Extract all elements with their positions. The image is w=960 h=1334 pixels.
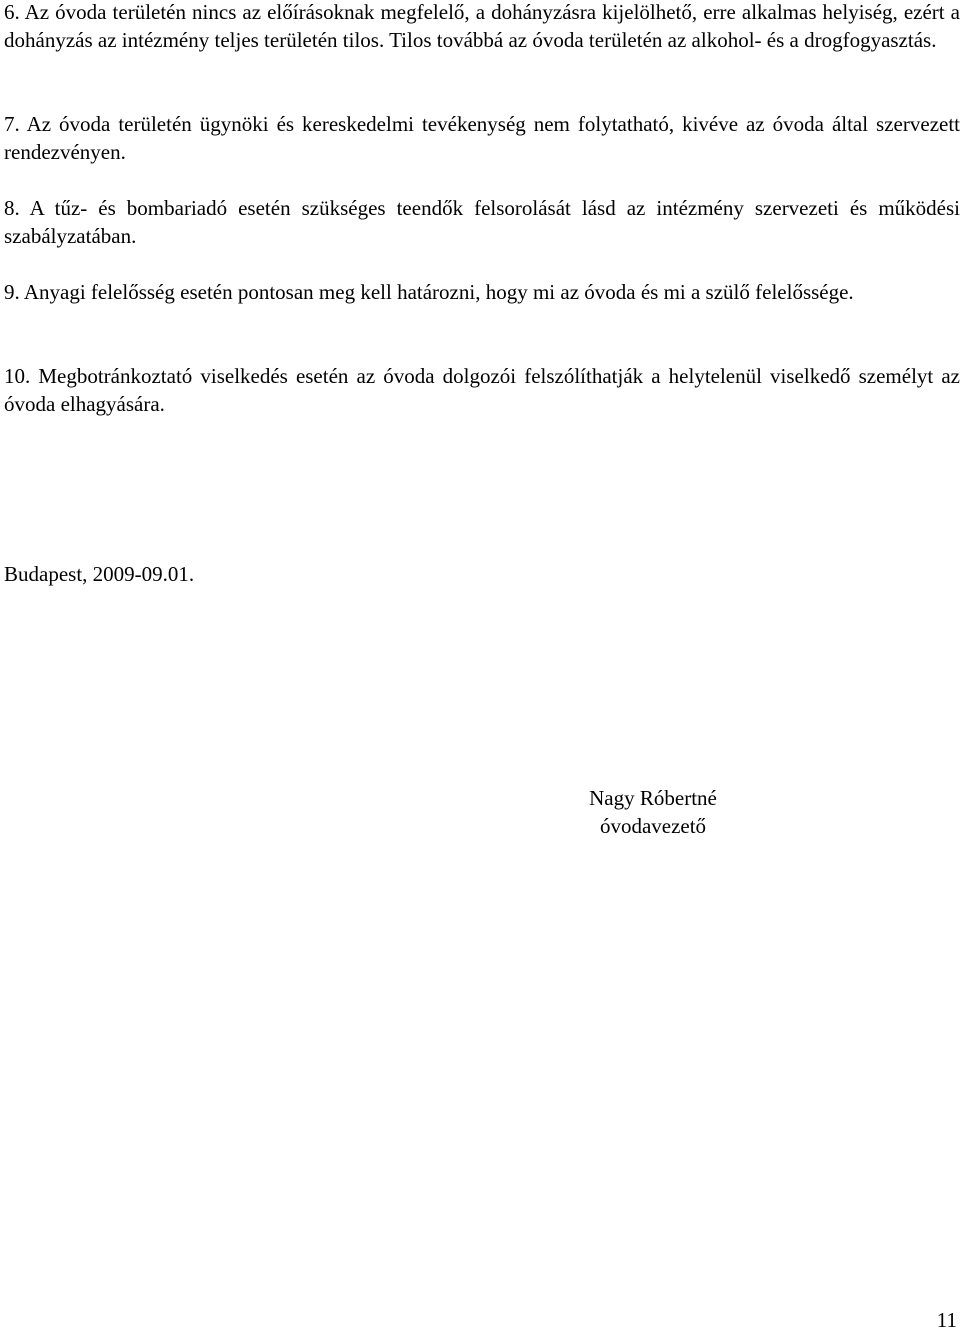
signature-block — [558, 784, 748, 840]
paragraph-9: 9. Anyagi felelősség esetén pontosan meg kell határozni, hogy mi az óvoda és mi a szülő felelőssége. — [4, 280, 854, 304]
paragraph-6: 6. Az óvoda területén nincs az előírásoknak megfelelő, a dohányzásra kijelölhető, erre alkalmas helyiség, ezért a dohányzás az intézmény teljes területén tilos. Tilos továbbá az óvoda területén az alkohol- és a drogfogyasztás. — [4, 0, 960, 52]
paragraph-7: 7. Az óvoda területén ügynöki és kereskedelmi tevékenység nem folytatható, kivéve az óvoda által szervezett rendezvényen. — [4, 112, 960, 164]
page-number: 11 — [936, 1308, 957, 1332]
signatory-title: óvodavezető — [599, 814, 707, 838]
paragraph-10: 10. Megbotránkoztató viselkedés esetén az óvoda dolgozói felszólíthatják a helytelenül viselkedő személyt az óvoda elhagyására. — [4, 364, 960, 416]
signatory-name: Nagy Róbertné — [589, 786, 717, 810]
paragraph-8: 8. A tűz- és bombariadó esetén szükséges teendők felsorolását lásd az intézmény szervezeti és működési szabályzatában. — [4, 196, 960, 248]
place-and-date: Budapest, 2009-09.01. — [4, 562, 195, 586]
